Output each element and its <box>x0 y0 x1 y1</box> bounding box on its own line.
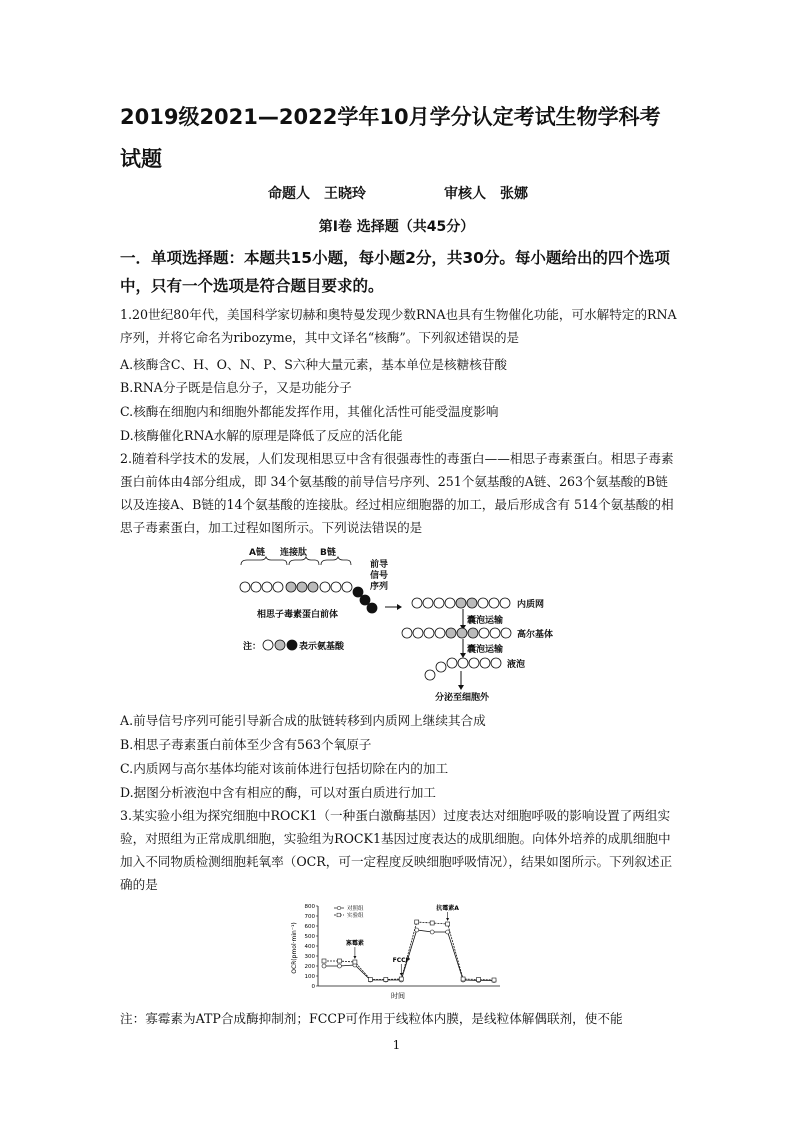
q2-option-c: C.内质网与高尔基体均能对该前体进行包括切除在内的加工 <box>120 761 449 776</box>
chart-ylabel: OCR(pmol·min⁻¹) <box>291 922 298 974</box>
label-signal-3: 序列 <box>370 582 389 592</box>
point-experiment <box>415 920 419 924</box>
legend-marker <box>337 906 341 910</box>
chart-xlabel: 时间 <box>391 992 405 1000</box>
point-control <box>446 930 450 934</box>
point-experiment <box>353 960 357 964</box>
legend-label: 实验组 <box>347 913 364 919</box>
author-label: 命题人 王晓玲 <box>268 186 366 202</box>
ocr-line-chart <box>290 898 510 1000</box>
point-experiment <box>430 921 434 925</box>
point-experiment <box>322 959 326 963</box>
y-tick-label: 0 <box>311 984 315 990</box>
annotation-label: 抗霉素A <box>436 905 459 912</box>
annotation-arrowhead <box>446 918 449 921</box>
q1-option-c: C.核酶在细胞内和细胞外都能发挥作用，其催化活性可能受温度影响 <box>120 404 499 419</box>
point-control <box>415 928 419 932</box>
legend-prefix: 注： <box>243 642 262 652</box>
point-experiment <box>337 959 341 963</box>
reviewer-label: 审核人 张娜 <box>444 186 528 202</box>
label-vesicle-2: 囊泡运输 <box>467 645 504 655</box>
section-heading: 一．单项选择题：本题共15小题，每小题2分，共30分。每小题给出的四个选项中，只有一个选项是符合题目要求的。 <box>120 249 670 295</box>
q2-stem: 2.随着科学技术的发展，人们发现相思豆中含有很强毒性的毒蛋白——相思子毒素蛋白。相思子毒素蛋白前体由4部分组成，即 34个氨基酸的前导信号序列、251个氨基酸的A链、263个氨基酸的B链以及连接A、B链的14个氨基酸的连接肽。经过相应细胞器的加工，最后形成含有 514个氨基酸的相思子毒素蛋白，加工过程如图所示。下列说法错误的是 <box>120 451 674 535</box>
q1-option-b: B.RNA分子既是信息分子，又是功能分子 <box>120 380 352 395</box>
label-er: 内质网 <box>517 600 545 610</box>
q2-option-d: D.据图分析液泡中含有相应的酶，可以对蛋白质进行加工 <box>120 785 436 800</box>
label-a-chain: A链 <box>249 548 265 558</box>
legend-suffix: 表示氨基酸 <box>299 642 345 652</box>
point-experiment <box>399 977 403 981</box>
point-experiment <box>446 922 450 926</box>
series-line-1 <box>324 922 494 980</box>
q1-option-a: A.核酶含C、H、O、N、P、S六种大量元素，基本单位是核糖核苷酸 <box>120 357 508 372</box>
section-title: 第Ⅰ卷 选择题（共45分） <box>318 219 475 235</box>
y-tick-label: 600 <box>304 924 315 930</box>
q3-note: 注：寡霉素为ATP合成酶抑制剂；FCCP可作用于线粒体内膜，是线粒体解偶联剂，使不能 <box>120 1011 623 1026</box>
legend-marker <box>337 913 341 917</box>
point-experiment <box>461 977 465 981</box>
label-golgi: 高尔基体 <box>517 630 554 640</box>
point-control <box>430 930 434 934</box>
label-signal-1: 前导 <box>370 560 389 570</box>
q1-stem: 1.20世纪80年代，美国科学家切赫和奥特曼发现少数RNA也具有生物催化功能，可水解特定的RNA序列，并将它命名为ribozyme，其中文译名“核酶”。下列叙述错误的是 <box>120 307 677 345</box>
point-experiment <box>368 978 372 982</box>
point-experiment <box>477 978 481 982</box>
label-signal-2: 信号 <box>370 571 389 581</box>
point-control <box>322 964 326 968</box>
q1-option-d: D.核酶催化RNA水解的原理是降低了反应的活化能 <box>120 428 403 443</box>
annotation-label: FCCP <box>392 957 410 964</box>
label-vesicle-1: 囊泡运输 <box>467 616 504 626</box>
point-experiment <box>492 978 496 982</box>
point-control <box>337 964 341 968</box>
y-tick-label: 300 <box>304 954 315 960</box>
y-tick-label: 100 <box>304 974 315 980</box>
annotation-arrowhead <box>353 956 356 959</box>
y-tick-label: 800 <box>304 904 315 910</box>
q3-stem: 3.某实验小组为探究细胞中ROCK1（一种蛋白激酶基因）过度表达对细胞呼吸的影响设置了两组实验，对照组为正常成肌细胞，实验组为ROCK1基因过度表达的成肌细胞。向体外培养的成肌细胞中加入不同物质检测细胞耗氧率（OCR，可一定程度反映细胞呼吸情况），结果如图所示。下列叙述正确的是 <box>120 808 673 892</box>
q2-option-b: B.相思子毒素蛋白前体至少含有563个氧原子 <box>120 737 372 752</box>
label-link-peptide: 连接肽 <box>280 548 308 558</box>
point-experiment <box>384 978 388 982</box>
label-precursor: 相思子毒素蛋白前体 <box>257 610 339 620</box>
page-number: 1 <box>392 1038 401 1052</box>
q2-option-a: A.前导信号序列可能引导新合成的肽链转移到内质网上继续其合成 <box>120 713 486 728</box>
label-b-chain: B链 <box>320 548 336 558</box>
y-tick-label: 500 <box>304 934 315 940</box>
doc-title: 2019级2021—2022学年10月学分认定考试生物学科考试题 <box>120 105 661 171</box>
y-tick-label: 400 <box>304 944 315 950</box>
label-secrete: 分泌至细胞外 <box>435 693 490 703</box>
legend-label: 对照组 <box>347 906 364 912</box>
annotation-label: 寡霉素 <box>345 940 364 947</box>
protein-processing-figure <box>235 545 575 705</box>
y-tick-label: 200 <box>304 964 315 970</box>
y-tick-label: 700 <box>304 914 315 920</box>
series-line-0 <box>324 930 494 981</box>
label-vacuole: 液泡 <box>507 660 526 670</box>
